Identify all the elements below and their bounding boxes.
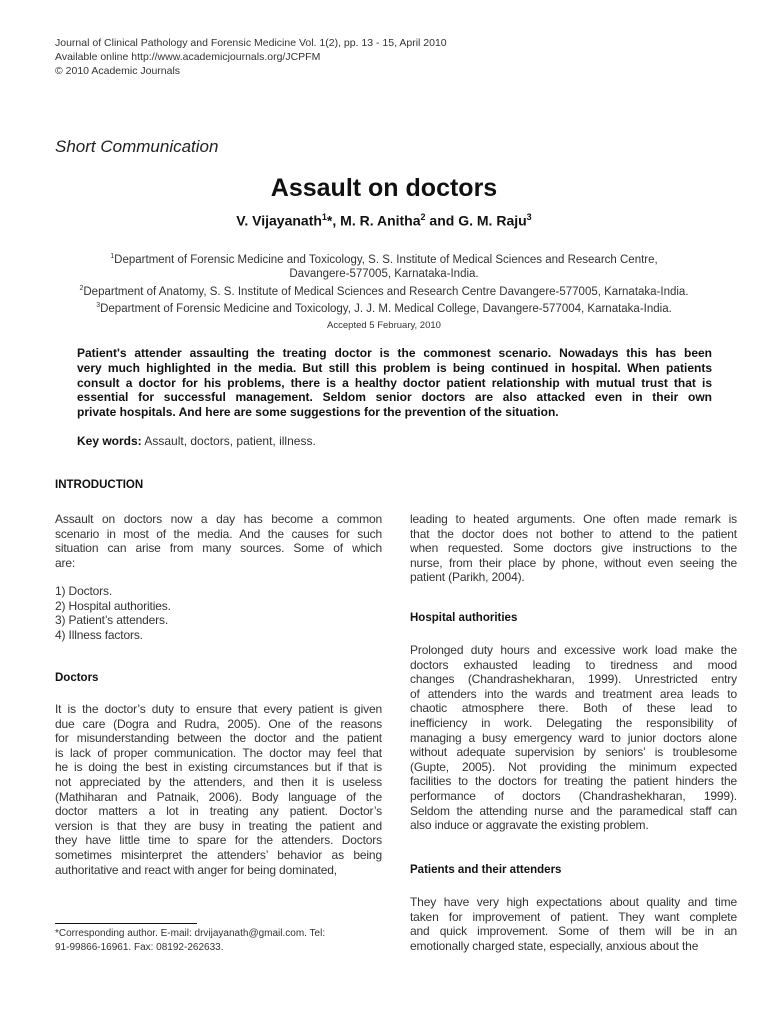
introduction-paragraph bbox=[55, 512, 382, 570]
hospital-paragraph bbox=[410, 643, 737, 833]
text-line: emotionally charged state, especially, anxious about the bbox=[410, 938, 699, 953]
heading-doctors: Doctors bbox=[55, 672, 99, 684]
text-line: version is that they are busy in treating the patient and bbox=[55, 818, 382, 833]
text-line: 2) Hospital authorities. bbox=[55, 598, 171, 613]
keywords-value: Assault, doctors, patient, illness. bbox=[141, 434, 316, 448]
text-line: 4) Illness factors. bbox=[55, 627, 143, 642]
text-line: patient (Parikh, 2004). bbox=[410, 570, 525, 585]
text-line: without adequate supervision by seniors’ is troublesome bbox=[410, 745, 737, 760]
accepted-date: Accepted 5 February, 2010 bbox=[327, 320, 441, 331]
text-line: Prolonged duty hours and excessive work load make the bbox=[410, 643, 737, 657]
text-line: authoritative and react with anger for being dominated, bbox=[55, 862, 337, 877]
text-line: They have very high expectations about quality and time bbox=[410, 895, 737, 909]
text-line: is lack of proper communication. The doctor may feel that bbox=[55, 745, 382, 760]
author-name: G. M. Raju bbox=[458, 212, 527, 229]
text-line: they have little time to spare for the attenders. Doctors bbox=[55, 833, 382, 848]
journal-header bbox=[55, 36, 447, 78]
attenders-paragraph bbox=[410, 895, 737, 953]
text-line: not appreciated by the attenders, and then it is useless bbox=[55, 774, 382, 789]
text-line: chaotic atmosphere there. Both of these lead to bbox=[410, 701, 737, 716]
footnote-line: 91-99866-16961. Fax: 08192-262633. bbox=[55, 942, 224, 953]
author-name: M. R. Anitha bbox=[340, 212, 421, 229]
text-line: and quick improvement. Some of them will be in an bbox=[410, 924, 737, 939]
abstract bbox=[77, 346, 712, 420]
heading-patients-attenders: Patients and their attenders bbox=[410, 864, 562, 876]
heading-introduction: INTRODUCTION bbox=[55, 479, 144, 491]
text-line: consult a doctor for his problems, there is a healthy doctor patient relationship with mutual trust that is bbox=[77, 375, 712, 390]
text-line: doctor matters a lot in treating any patient. Doctor’s bbox=[55, 804, 382, 819]
text-line: managing a busy emergency ward to junior doctors alone bbox=[410, 730, 737, 745]
text-line: performance of doctors (Chandrashekharan, 1999). bbox=[410, 788, 737, 803]
article-type: Short Communication bbox=[55, 137, 219, 156]
footnote-line: *Corresponding author. E-mail: drvijayanath@gmail.com. Tel: bbox=[55, 928, 326, 939]
keywords bbox=[77, 434, 316, 448]
journal-copyright: © 2010 Academic Journals bbox=[55, 65, 181, 77]
affiliation: $^1$Department of Forensic Medicine and Toxicology, S. S. Institute of Medical Sciences and Research Centre, bbox=[110, 253, 658, 266]
authors: V. Vijayanath$^1$*, M. R. Anitha$^2$ and G. M. Raju$^3$ bbox=[236, 212, 532, 229]
text-line: Seldom the attending nurse and the paramedical staff can bbox=[410, 803, 737, 818]
text-line: of attenders into the wards and treatment area leads to bbox=[410, 686, 737, 701]
affiliations bbox=[0, 250, 768, 316]
text-line: 3) Patient’s attenders. bbox=[55, 613, 169, 628]
text-line: also induce or aggravate the existing problem. bbox=[410, 818, 649, 833]
text-line: very much highlighted in the media. But still this problem is being continued in hospital. When patients bbox=[77, 360, 712, 375]
text-line: nurse, from their place by phone, without even seeing the bbox=[410, 555, 737, 570]
text-line: situation can arise from many sources. Some of which bbox=[55, 541, 382, 556]
doctors-paragraph-continued bbox=[410, 512, 737, 585]
affiliation: $^2$Department of Anatomy, S. S. Institute of Medical Sciences and Research Centre Davangere-577005, Karnataka-India. bbox=[79, 284, 689, 298]
text-line: facilities to the doctors for treating the patient hinders the bbox=[410, 774, 737, 789]
text-line: private hospitals. And here are some suggestions for the prevention of the situation. bbox=[77, 405, 559, 420]
text-line: he is doing the best in existing circumstances but if that is bbox=[55, 760, 382, 775]
text-line: sometimes misinterpret the attenders’ behavior as being bbox=[55, 847, 382, 862]
text-line: scenario in most of the media. And the causes for such bbox=[55, 526, 382, 541]
text-line: Assault on doctors now a day has become a common bbox=[55, 512, 382, 526]
journal-citation: Journal of Clinical Pathology and Forensic Medicine Vol. 1(2), pp. 13 - 15, April 2010 bbox=[55, 37, 447, 49]
author-name: V. Vijayanath bbox=[236, 212, 322, 229]
text-line: It is the doctor’s duty to ensure that every patient is given bbox=[55, 702, 382, 716]
heading-hospital-authorities: Hospital authorities bbox=[410, 612, 518, 624]
text-line: due care (Dogra and Rudra, 2005). One of the reasons bbox=[55, 716, 382, 731]
text-line: 1) Doctors. bbox=[55, 584, 113, 598]
text-line: Patient's attender assaulting the treating doctor is the commonest scenario. Nowadays this has been bbox=[77, 346, 712, 360]
text-line: for misunderstanding between the doctor and the patient bbox=[55, 731, 382, 746]
footnote-divider bbox=[55, 923, 197, 924]
text-line: leading to heated arguments. One often made remark is bbox=[410, 512, 737, 526]
article-title: Assault on doctors bbox=[270, 174, 498, 202]
affiliation-cont: Davangere-577005, Karnataka-India. bbox=[289, 268, 479, 281]
affiliation: $^3$Department of Forensic Medicine and Toxicology, J. J. M. Medical College, Davangere-577004, Karnataka-India. bbox=[96, 302, 672, 315]
journal-url: Available online http://www.academicjournals.org/JCPFM bbox=[55, 51, 321, 63]
text-line: doctors exhausted leading to tiredness and mood bbox=[410, 657, 737, 672]
text-line: (Gupte, 2005). Not providing the minimum expected bbox=[410, 759, 737, 774]
text-line: that the doctor does not bother to attend to the patient bbox=[410, 526, 737, 541]
doctors-paragraph bbox=[55, 702, 382, 877]
text-line: are: bbox=[55, 555, 76, 570]
text-line: changes (Chandrashekharan, 1999). Unrestricted entry bbox=[410, 672, 737, 687]
keywords-label: Key words: bbox=[77, 434, 142, 448]
text-line: when requested. Some doctors give instructions to the bbox=[410, 541, 737, 556]
text-line: (Mathiharan and Patnaik, 2006). Body language of the bbox=[55, 789, 382, 804]
text-line: taken for improvement of patient. They want complete bbox=[410, 909, 737, 924]
text-line: essential for successful management. Seldom senior doctors are also attacked even in their own bbox=[77, 390, 712, 405]
text-line: inefficiency in work. Delegating the responsibility of bbox=[410, 715, 737, 730]
footnote bbox=[55, 927, 382, 955]
causes-list bbox=[55, 584, 382, 642]
